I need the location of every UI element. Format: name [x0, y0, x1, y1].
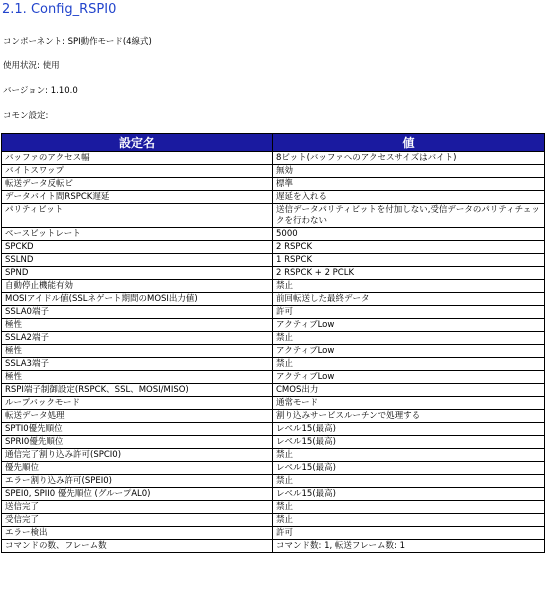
setting-value-cell: 禁止	[273, 449, 545, 462]
table-row	[2, 358, 545, 371]
table-row	[2, 449, 545, 462]
table-row	[2, 267, 545, 280]
table-row	[2, 540, 545, 553]
setting-value-cell: 2 RSPCK + 2 PCLK	[273, 267, 545, 280]
setting-name-cell: 極性	[2, 345, 273, 358]
table-row	[2, 319, 545, 332]
setting-value-cell: 送信データパリティビットを付加しない,受信データのパリティチェックを行わない	[273, 204, 545, 228]
setting-name-cell: エラー検出	[2, 527, 273, 540]
setting-name-cell: パリティビット	[2, 204, 273, 228]
setting-name-cell: MOSIアイドル値(SSLネゲート期間のMOSI出力値)	[2, 293, 273, 306]
setting-name-cell: 極性	[2, 371, 273, 384]
setting-value-cell: 前回転送した最終データ	[273, 293, 545, 306]
setting-value-cell: レベル15(最高)	[273, 488, 545, 501]
value-header: 値	[273, 134, 545, 152]
setting-value-cell: 禁止	[273, 280, 545, 293]
component-line: コンポーネント: SPI動作モード(4線式)	[3, 37, 152, 47]
setting-name-cell: SPTI0優先順位	[2, 423, 273, 436]
setting-name-cell: ベースビットレート	[2, 228, 273, 241]
version-line: バージョン: 1.10.0	[3, 86, 78, 96]
table-row	[2, 527, 545, 540]
setting-value-cell: アクティブLow	[273, 371, 545, 384]
setting-value-cell: 許可	[273, 306, 545, 319]
settings-table	[1, 133, 545, 553]
setting-value-cell: 通常モード	[273, 397, 545, 410]
table-row	[2, 254, 545, 267]
setting-value-cell: 1 RSPCK	[273, 254, 545, 267]
setting-value-cell: 8ビット(バッファへのアクセスサイズはバイト)	[273, 152, 545, 165]
table-row	[2, 436, 545, 449]
setting-value-cell: 禁止	[273, 475, 545, 488]
setting-name-cell: SPCKD	[2, 241, 273, 254]
setting-value-cell: 禁止	[273, 501, 545, 514]
setting-name-cell: SPEI0, SPII0 優先順位 (グループAL0)	[2, 488, 273, 501]
table-row	[2, 306, 545, 319]
setting-name-cell: コマンドの数、フレーム数	[2, 540, 273, 553]
table-row	[2, 488, 545, 501]
setting-name-cell: SPRI0優先順位	[2, 436, 273, 449]
setting-value-cell: 標準	[273, 178, 545, 191]
setting-name-cell: 転送データ処理	[2, 410, 273, 423]
setting-value-cell: 5000	[273, 228, 545, 241]
setting-name-cell: SSLA2端子	[2, 332, 273, 345]
setting-value-cell: アクティブLow	[273, 319, 545, 332]
setting-name-cell: データバイト間RSPCK遅延	[2, 191, 273, 204]
section-heading: 2.1. Config_RSPI0	[2, 2, 117, 17]
setting-value-cell: コマンド数: 1, 転送フレーム数: 1	[273, 540, 545, 553]
setting-value-cell: レベル15(最高)	[273, 423, 545, 436]
setting-value-cell: 遅延を入れる	[273, 191, 545, 204]
setting-name-header: 設定名	[2, 134, 273, 152]
table-row	[2, 410, 545, 423]
setting-value-cell: レベル15(最高)	[273, 436, 545, 449]
setting-name-cell: SSLA0端子	[2, 306, 273, 319]
table-row	[2, 152, 545, 165]
table-row	[2, 165, 545, 178]
setting-name-cell: バイトスワップ	[2, 165, 273, 178]
setting-name-cell: エラー割り込み許可(SPEI0)	[2, 475, 273, 488]
setting-name-cell: SSLA3端子	[2, 358, 273, 371]
common-settings-label: コモン設定:	[3, 111, 49, 121]
setting-name-cell: 受信完了	[2, 514, 273, 527]
table-row	[2, 501, 545, 514]
table-row	[2, 178, 545, 191]
table-row	[2, 423, 545, 436]
setting-name-cell: ループバックモード	[2, 397, 273, 410]
setting-name-cell: SPND	[2, 267, 273, 280]
setting-value-cell: 割り込みサービスルーチンで処理する	[273, 410, 545, 423]
table-row	[2, 462, 545, 475]
table-row	[2, 241, 545, 254]
setting-value-cell: 禁止	[273, 358, 545, 371]
table-row	[2, 397, 545, 410]
setting-value-cell: 2 RSPCK	[273, 241, 545, 254]
setting-value-cell: 無効	[273, 165, 545, 178]
setting-value-cell: アクティブLow	[273, 345, 545, 358]
setting-name-cell: 送信完了	[2, 501, 273, 514]
setting-name-cell: 転送データ反転ビ	[2, 178, 273, 191]
setting-value-cell: レベル15(最高)	[273, 462, 545, 475]
table-row	[2, 332, 545, 345]
setting-name-cell: 極性	[2, 319, 273, 332]
setting-value-cell: 許可	[273, 527, 545, 540]
table-row	[2, 475, 545, 488]
table-row	[2, 228, 545, 241]
setting-name-cell: 通信完了割り込み許可(SPCI0)	[2, 449, 273, 462]
setting-value-cell: 禁止	[273, 514, 545, 527]
setting-name-cell: 自動停止機能有効	[2, 280, 273, 293]
setting-value-cell: CMOS出力	[273, 384, 545, 397]
table-row	[2, 514, 545, 527]
setting-value-cell: 禁止	[273, 332, 545, 345]
table-row	[2, 384, 545, 397]
usage-status-line: 使用状況: 使用	[3, 61, 60, 71]
setting-name-cell: バッファのアクセス幅	[2, 152, 273, 165]
table-row	[2, 280, 545, 293]
setting-name-cell: 優先順位	[2, 462, 273, 475]
table-row	[2, 204, 545, 228]
table-row	[2, 345, 545, 358]
table-header-row	[2, 134, 545, 152]
table-row	[2, 371, 545, 384]
table-row	[2, 191, 545, 204]
setting-name-cell: RSPI端子制御設定(RSPCK、SSL、MOSI/MISO)	[2, 384, 273, 397]
table-row	[2, 293, 545, 306]
setting-name-cell: SSLND	[2, 254, 273, 267]
